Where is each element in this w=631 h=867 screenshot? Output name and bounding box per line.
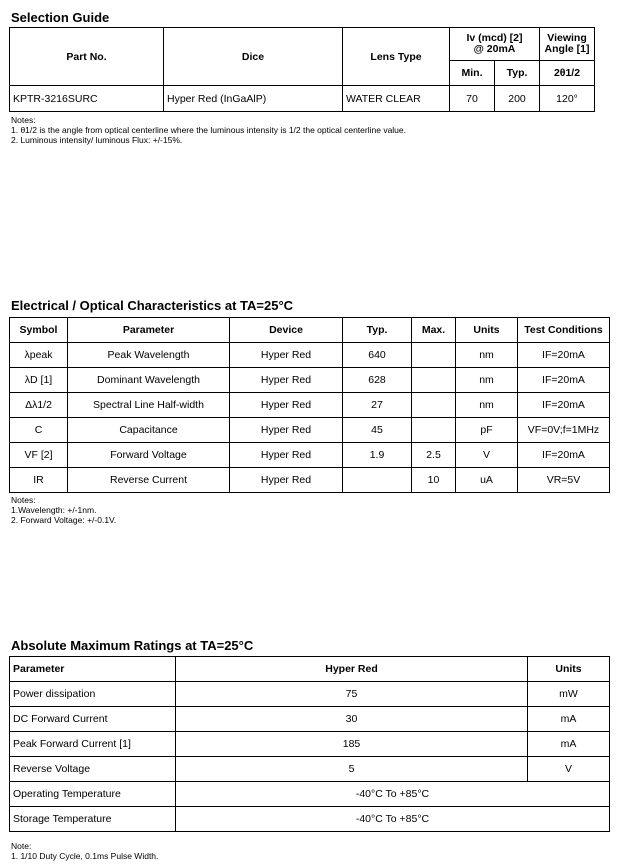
table-row — [10, 682, 610, 707]
cell-typ: 200 — [495, 86, 540, 112]
header-iv-label: Iv (mcd) [2] — [466, 32, 523, 44]
cell-parameter: DC Forward Current — [10, 707, 176, 732]
cell-symbol: Δλ1/2 — [10, 393, 68, 418]
table-row — [10, 707, 610, 732]
cell-parameter: Capacitance — [68, 418, 230, 443]
header-test-conditions: Test Conditions — [518, 318, 610, 343]
cell-typ: 27 — [343, 393, 412, 418]
header-angle-label: Angle [1] — [544, 43, 590, 55]
cell-typ: 628 — [343, 368, 412, 393]
header-max: Max. — [412, 318, 456, 343]
cell-value: 5 — [176, 757, 528, 782]
note-line: Notes: — [11, 495, 36, 505]
cell-typ: 640 — [343, 343, 412, 368]
header-typ: Typ. — [495, 61, 540, 86]
cell-parameter: Peak Forward Current [1] — [10, 732, 176, 757]
cell-max: 10 — [412, 468, 456, 493]
header-parameter: Parameter — [10, 657, 176, 682]
note-line: Note: — [11, 841, 32, 851]
cell-device: Hyper Red — [230, 468, 343, 493]
cell-device: Hyper Red — [230, 368, 343, 393]
cell-parameter: Operating Temperature — [10, 782, 176, 807]
header-min: Min. — [450, 61, 495, 86]
note-line: 1.Wavelength: +/-1nm. — [11, 505, 97, 515]
cell-dice: Hyper Red (InGaAlP) — [164, 86, 343, 112]
cell-max: 2.5 — [412, 443, 456, 468]
selection-guide-table — [9, 27, 595, 112]
cell-part-no: KPTR-3216SURC — [10, 86, 164, 112]
table-row — [10, 418, 610, 443]
cell-symbol: IR — [10, 468, 68, 493]
selection-guide-title: Selection Guide — [11, 10, 110, 25]
table-row — [10, 343, 610, 368]
note-line: 1. θ1/2 is the angle from optical centerline where the luminous intensity is 1/2 the optical centerline value. — [11, 125, 407, 135]
table-row — [10, 443, 610, 468]
cell-device: Hyper Red — [230, 393, 343, 418]
cell-units: V — [528, 757, 610, 782]
header-symbol: Symbol — [10, 318, 68, 343]
table-row — [10, 368, 610, 393]
cell-units: uA — [456, 468, 518, 493]
header-units: Units — [528, 657, 610, 682]
cell-min: 70 — [450, 86, 495, 112]
note-line: Notes: — [11, 115, 36, 125]
cell-units: nm — [456, 393, 518, 418]
cell-units: mA — [528, 732, 610, 757]
cell-units: mW — [528, 682, 610, 707]
cell-typ — [343, 468, 412, 493]
cell-max — [412, 368, 456, 393]
cell-symbol: C — [10, 418, 68, 443]
cell-parameter: Forward Voltage — [68, 443, 230, 468]
cell-parameter: Power dissipation — [10, 682, 176, 707]
header-dice: Dice — [164, 28, 343, 86]
cell-units: mA — [528, 707, 610, 732]
header-theta: 2θ1/2 — [540, 61, 595, 86]
cell-device: Hyper Red — [230, 343, 343, 368]
note-line: 1. 1/10 Duty Cycle, 0.1ms Pulse Width. — [11, 851, 159, 861]
cell-test-condition: IF=20mA — [518, 343, 610, 368]
header-typ: Typ. — [343, 318, 412, 343]
header-lens-type: Lens Type — [343, 28, 450, 86]
cell-test-condition: VF=0V;f=1MHz — [518, 418, 610, 443]
table-row — [10, 782, 610, 807]
cell-typ: 45 — [343, 418, 412, 443]
cell-value: 30 — [176, 707, 528, 732]
cell-value: 75 — [176, 682, 528, 707]
cell-value: -40°C To +85°C — [176, 807, 610, 832]
header-parameter: Parameter — [68, 318, 230, 343]
cell-units: pF — [456, 418, 518, 443]
cell-value: 185 — [176, 732, 528, 757]
header-part-no: Part No. — [10, 28, 164, 86]
table-row — [10, 807, 610, 832]
cell-parameter: Spectral Line Half-width — [68, 393, 230, 418]
cell-max — [412, 343, 456, 368]
cell-symbol: λpeak — [10, 343, 68, 368]
cell-parameter: Reverse Current — [68, 468, 230, 493]
cell-test-condition: IF=20mA — [518, 393, 610, 418]
cell-parameter: Storage Temperature — [10, 807, 176, 832]
cell-typ: 1.9 — [343, 443, 412, 468]
electrical-title: Electrical / Optical Characteristics at TA=25°C — [11, 298, 294, 313]
cell-lens-type: WATER CLEAR — [343, 86, 450, 112]
absolute-title: Absolute Maximum Ratings at TA=25°C — [11, 638, 254, 653]
header-iv-condition: @ 20mA — [473, 43, 516, 55]
cell-units: nm — [456, 368, 518, 393]
absolute-table — [9, 656, 610, 832]
table-row — [10, 468, 610, 493]
cell-parameter: Dominant Wavelength — [68, 368, 230, 393]
cell-test-condition: IF=20mA — [518, 443, 610, 468]
header-viewing-label: Viewing — [547, 32, 587, 44]
cell-parameter: Peak Wavelength — [68, 343, 230, 368]
cell-test-condition: VR=5V — [518, 468, 610, 493]
table-row — [10, 393, 610, 418]
cell-angle: 120° — [540, 86, 595, 112]
cell-max — [412, 418, 456, 443]
header-iv — [450, 28, 540, 61]
cell-value: -40°C To +85°C — [176, 782, 610, 807]
cell-device: Hyper Red — [230, 443, 343, 468]
table-row — [10, 732, 610, 757]
note-line: 2. Luminous intensity/ luminous Flux: +/-15%. — [11, 135, 183, 145]
cell-device: Hyper Red — [230, 418, 343, 443]
header-device: Device — [230, 318, 343, 343]
header-hyper-red: Hyper Red — [176, 657, 528, 682]
selection-guide-notes — [11, 115, 406, 145]
header-viewing-angle — [540, 28, 595, 61]
absolute-notes — [11, 841, 158, 861]
cell-max — [412, 393, 456, 418]
cell-symbol: λD [1] — [10, 368, 68, 393]
cell-parameter: Reverse Voltage — [10, 757, 176, 782]
electrical-table — [9, 317, 610, 493]
cell-symbol: VF [2] — [10, 443, 68, 468]
electrical-notes — [11, 495, 116, 525]
table-row — [10, 757, 610, 782]
note-line: 2. Forward Voltage: +/-0.1V. — [11, 515, 117, 525]
cell-units: V — [456, 443, 518, 468]
cell-test-condition: IF=20mA — [518, 368, 610, 393]
header-units: Units — [456, 318, 518, 343]
cell-units: nm — [456, 343, 518, 368]
